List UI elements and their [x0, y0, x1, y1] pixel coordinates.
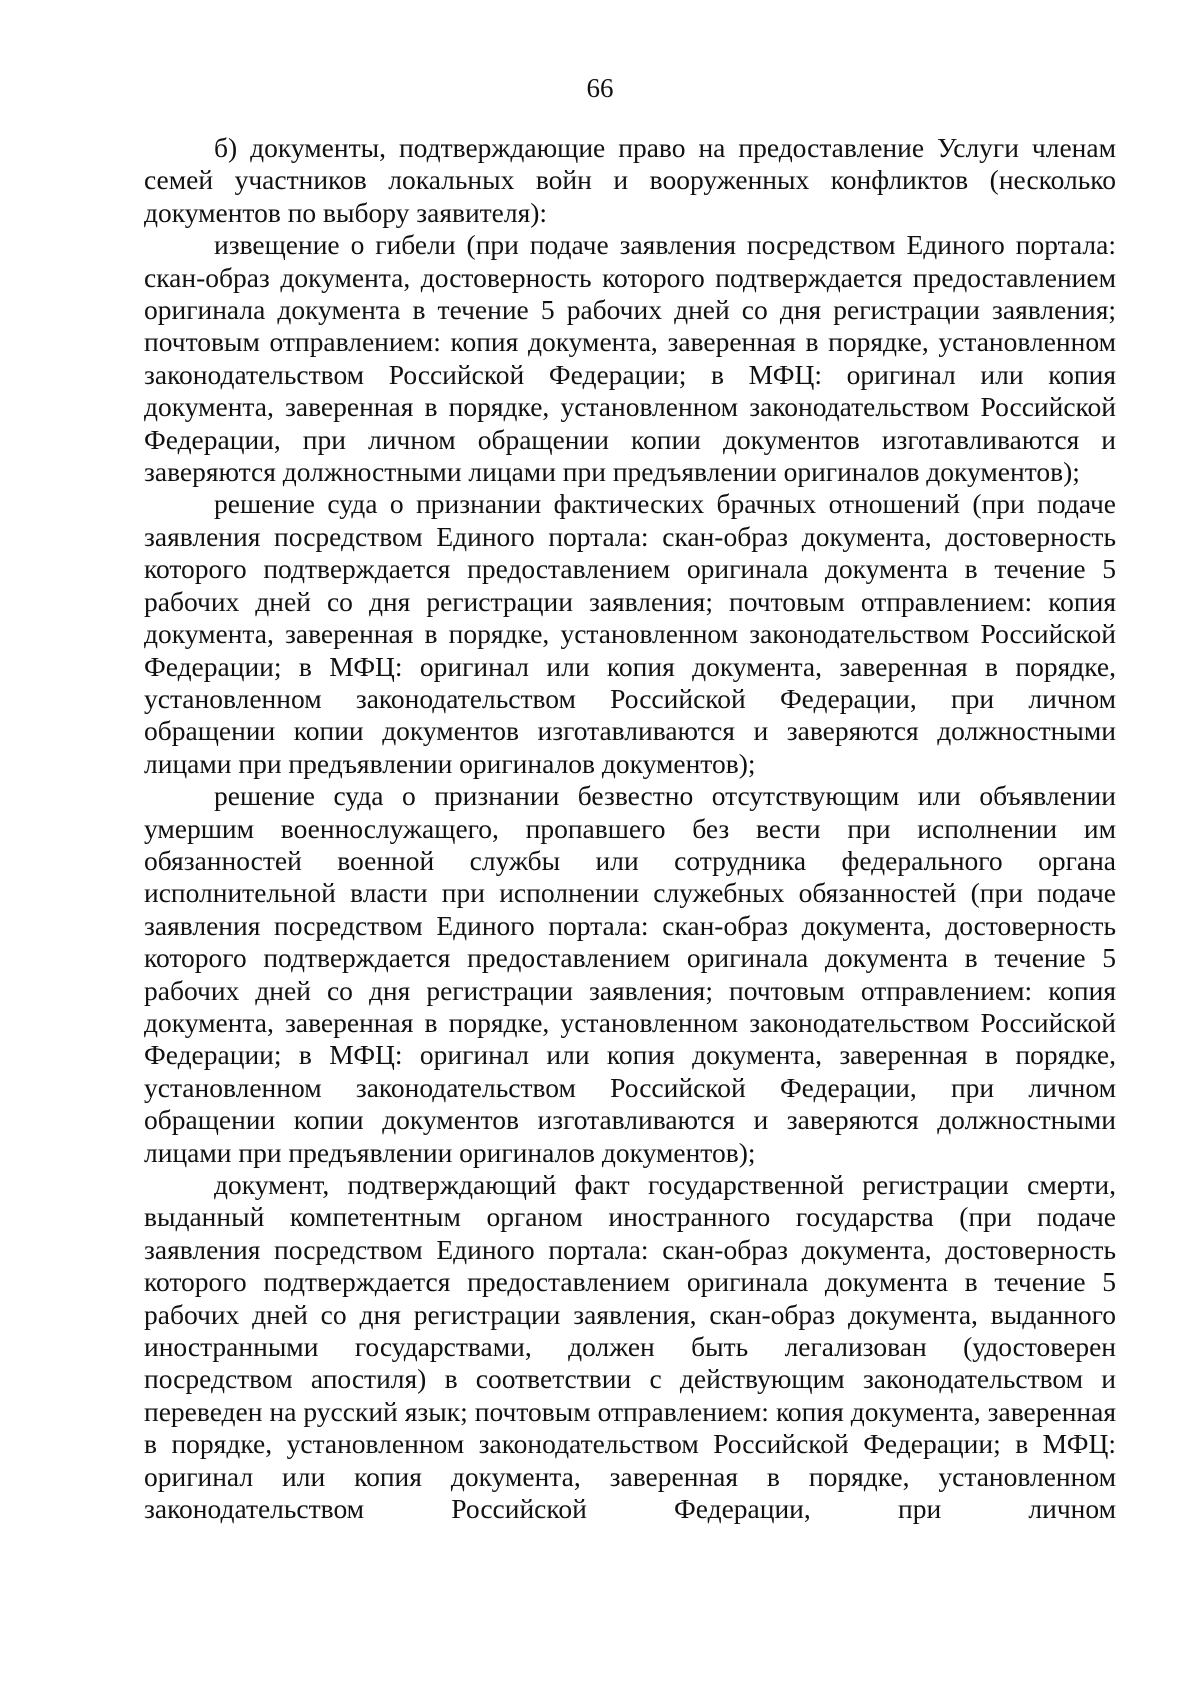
paragraph-death-notice: извещение о гибели (при подаче заявления посредством Единого портала: скан-образ документа, достоверность которого подтверждается предоставлением оригинала документа в течение 5 рабочих дней со дня регистрации заявления; почтовым отправлением: копия документа, заверенная в порядке, установленном законодательством Российской Федерации; в МФЦ: оригинал или копия документа, заверенная в порядке, установленном законодательством Российской Федерации, при личном обращении копии документов изготавливаются и заверяются должностными лицами при предъявлении оригиналов документов); [144, 229, 1116, 488]
paragraph-court-decision-missing: решение суда о признании безвестно отсутствующим или объявлении умершим военнослужащего, пропавшего без вести при исполнении им обязанностей военной службы или сотрудника федерального органа исполнительной власти при исполнении служебных обязанностей (при подаче заявления посредством Единого портала: скан-образ документа, достоверность которого подтверждается предоставлением оригинала документа в течение 5 рабочих дней со дня регистрации заявления; почтовым отправлением: копия документа, заверенная в порядке, установленном законодательством Российской Федерации; в МФЦ: оригинал или копия документа, заверенная в порядке, установленном законодательством Российской Федерации, при личном обращении копии документов изготавливаются и заверяются должностными лицами при предъявлении оригиналов документов); [144, 780, 1116, 1168]
page-number: 66 [586, 73, 614, 103]
paragraph-documents-family-members: б) документы, подтверждающие право на предоставление Услуги членам семей участников локальных войн и вооруженных конфликтов (несколько документов по выбору заявителя): [144, 132, 1116, 228]
paragraph-foreign-death-registration: документ, подтверждающий факт государственной регистрации смерти, выданный компетентным органом иностранного государства (при подаче заявления посредством Единого портала: скан-образ документа, достоверность которого подтверждается предоставлением оригинала документа в течение 5 рабочих дней со дня регистрации заявления, скан-образ документа, выданного иностранными государствами, должен быть легализован (удостоверен посредством апостиля) в соответствии с действующим законодательством и переведен на русский язык; почтовым отправлением: копия документа, заверенная в порядке, установленном законодательством Российской Федерации; в МФЦ: оригинал или копия документа, заверенная в порядке, установленном законодательством Российской Федерации, при личном [144, 1169, 1116, 1525]
paragraph-court-decision-marital: решение суда о признании фактических брачных отношений (при подаче заявления посредством Единого портала: скан-образ документа, достоверность которого подтверждается предоставлением оригинала документа в течение 5 рабочих дней со дня регистрации заявления; почтовым отправлением: копия документа, заверенная в порядке, установленном законодательством Российской Федерации; в МФЦ: оригинал или копия документа, заверенная в порядке, установленном законодательством Российской Федерации, при личном обращении копии документов изготавливаются и заверяются должностными лицами при предъявлении оригиналов документов); [144, 488, 1116, 779]
document-body [144, 132, 1116, 1525]
